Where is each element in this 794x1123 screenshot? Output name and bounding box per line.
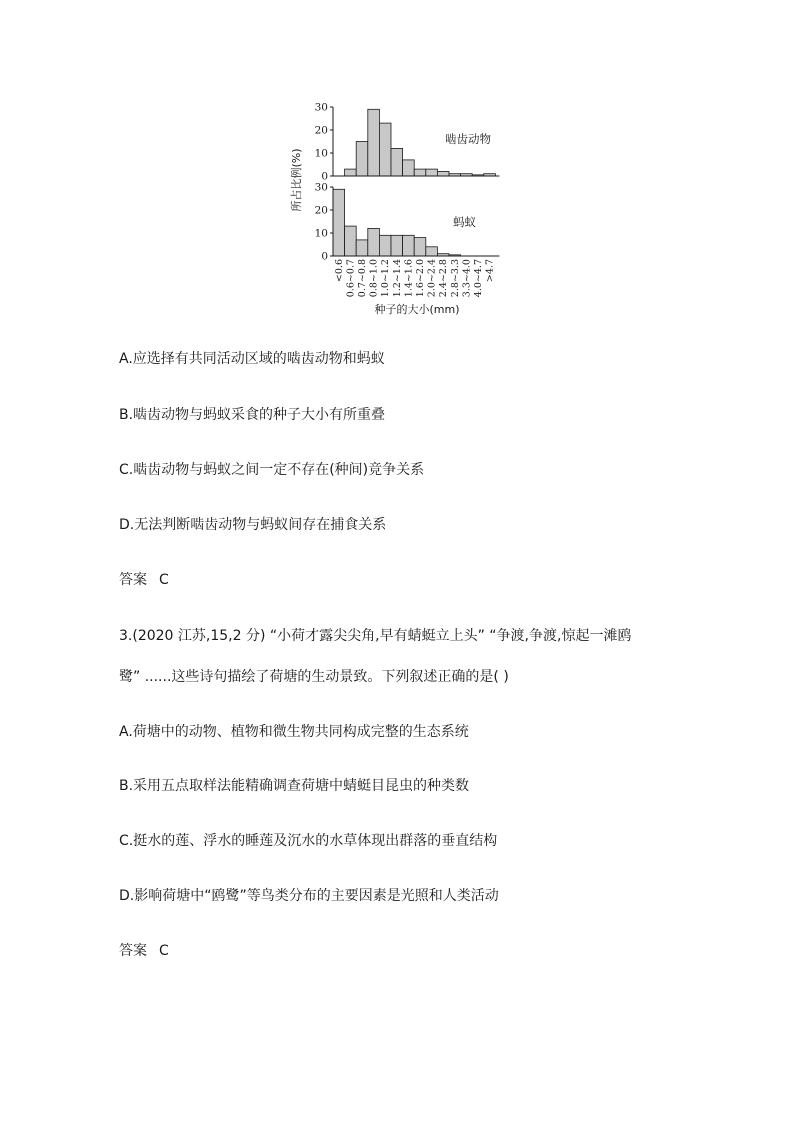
bar-ant-7 xyxy=(414,238,426,256)
bar-ant-6 xyxy=(403,235,415,256)
q2-answer-label: 答案 xyxy=(119,572,147,588)
bar-ant-2 xyxy=(356,240,368,256)
q3-answer-value: C xyxy=(159,943,169,959)
bar-rodent-5 xyxy=(391,148,403,176)
seed-size-figure xyxy=(280,98,520,323)
bar-rodent-3 xyxy=(368,109,380,176)
ytick-label-ant-2: 20 xyxy=(314,204,328,217)
q3-stem-line2: 鹭” ......这些诗句描绘了荷塘的生动景致。下列叙述正确的是( ) xyxy=(119,669,509,685)
seed-size-histogram xyxy=(280,98,520,323)
q3-option-b: B.采用五点取样法能精确调查荷塘中蜻蜓目昆虫的种类数 xyxy=(119,778,470,794)
y-axis-title: 所占比例(%) xyxy=(290,148,303,212)
series-label-ant: 蚂蚁 xyxy=(453,215,476,229)
category-label-2: 0.7~0.8 xyxy=(357,259,368,298)
category-label-0: <0.6 xyxy=(333,259,345,283)
category-label-8: 2.0~2.4 xyxy=(426,259,438,298)
q3-option-d: D.影响荷塘中“鸥鹭”等鸟类分布的主要因素是光照和人类活动 xyxy=(119,888,499,904)
x-axis-title: 种子的大小(mm) xyxy=(374,303,460,316)
ytick-label-rodent-3: 30 xyxy=(314,101,328,114)
category-label-9: 2.4~2.8 xyxy=(438,259,450,298)
category-label-12: 4.0~4.7 xyxy=(473,259,484,298)
ytick-label-rodent-1: 10 xyxy=(314,147,328,160)
bar-rodent-2 xyxy=(356,142,368,177)
category-label-7: 1.6~2.0 xyxy=(415,259,426,298)
q3-option-a: A.荷塘中的动物、植物和微生物共同构成完整的生态系统 xyxy=(119,724,469,740)
category-label-11: 3.3~4.0 xyxy=(461,259,473,298)
bar-ant-8 xyxy=(426,247,438,256)
bar-rodent-1 xyxy=(345,169,357,176)
category-label-1: 0.6~0.7 xyxy=(345,259,357,298)
q3-answer-label: 答案 xyxy=(119,943,147,959)
category-label-3: 0.8~1.0 xyxy=(368,259,380,298)
ytick-label-rodent-0: 0 xyxy=(321,170,328,183)
bar-rodent-4 xyxy=(379,123,391,176)
ytick-label-rodent-2: 20 xyxy=(314,124,328,137)
q3-stem-line1: 3.(2020 江苏,15,2 分) “小荷才露尖尖角,早有蜻蜓立上头” “争渡,争渡,惊起一滩鸥 xyxy=(119,628,632,644)
q3-answer xyxy=(119,941,169,961)
series-label-rodent: 啮齿动物 xyxy=(445,132,491,146)
bar-rodent-9 xyxy=(437,171,449,176)
category-label-5: 1.2~1.4 xyxy=(391,259,403,298)
ytick-label-ant-3: 30 xyxy=(314,181,328,194)
q3-option-c: C.挺水的莲、浮水的睡莲及沉水的水草体现出群落的垂直结构 xyxy=(119,833,498,849)
category-label-4: 1.0~1.2 xyxy=(380,259,392,298)
bar-ant-4 xyxy=(379,235,391,256)
q2-option-a: A.应选择有共同活动区域的啮齿动物和蚂蚁 xyxy=(119,351,385,367)
bar-rodent-7 xyxy=(414,169,426,176)
q2-option-d: D.无法判断啮齿动物与蚂蚁间存在捕食关系 xyxy=(119,517,387,533)
bar-rodent-6 xyxy=(403,160,415,176)
bar-ant-5 xyxy=(391,235,403,256)
ytick-label-ant-0: 0 xyxy=(321,250,328,263)
bar-ant-0 xyxy=(333,189,345,256)
ytick-label-ant-1: 10 xyxy=(314,227,328,240)
category-label-6: 1.4~1.6 xyxy=(403,259,415,298)
q2-answer xyxy=(119,570,169,590)
category-label-13: >4.7 xyxy=(484,259,496,283)
q2-answer-value: C xyxy=(159,572,169,588)
q2-option-c: C.啮齿动物与蚂蚁之间一定不存在(种间)竞争关系 xyxy=(119,462,425,478)
q2-option-b: B.啮齿动物与蚂蚁采食的种子大小有所重叠 xyxy=(119,407,386,423)
bar-ant-3 xyxy=(368,228,380,256)
bar-rodent-8 xyxy=(426,169,438,176)
bar-ant-1 xyxy=(345,226,357,256)
category-label-10: 2.8~3.3 xyxy=(449,259,461,298)
